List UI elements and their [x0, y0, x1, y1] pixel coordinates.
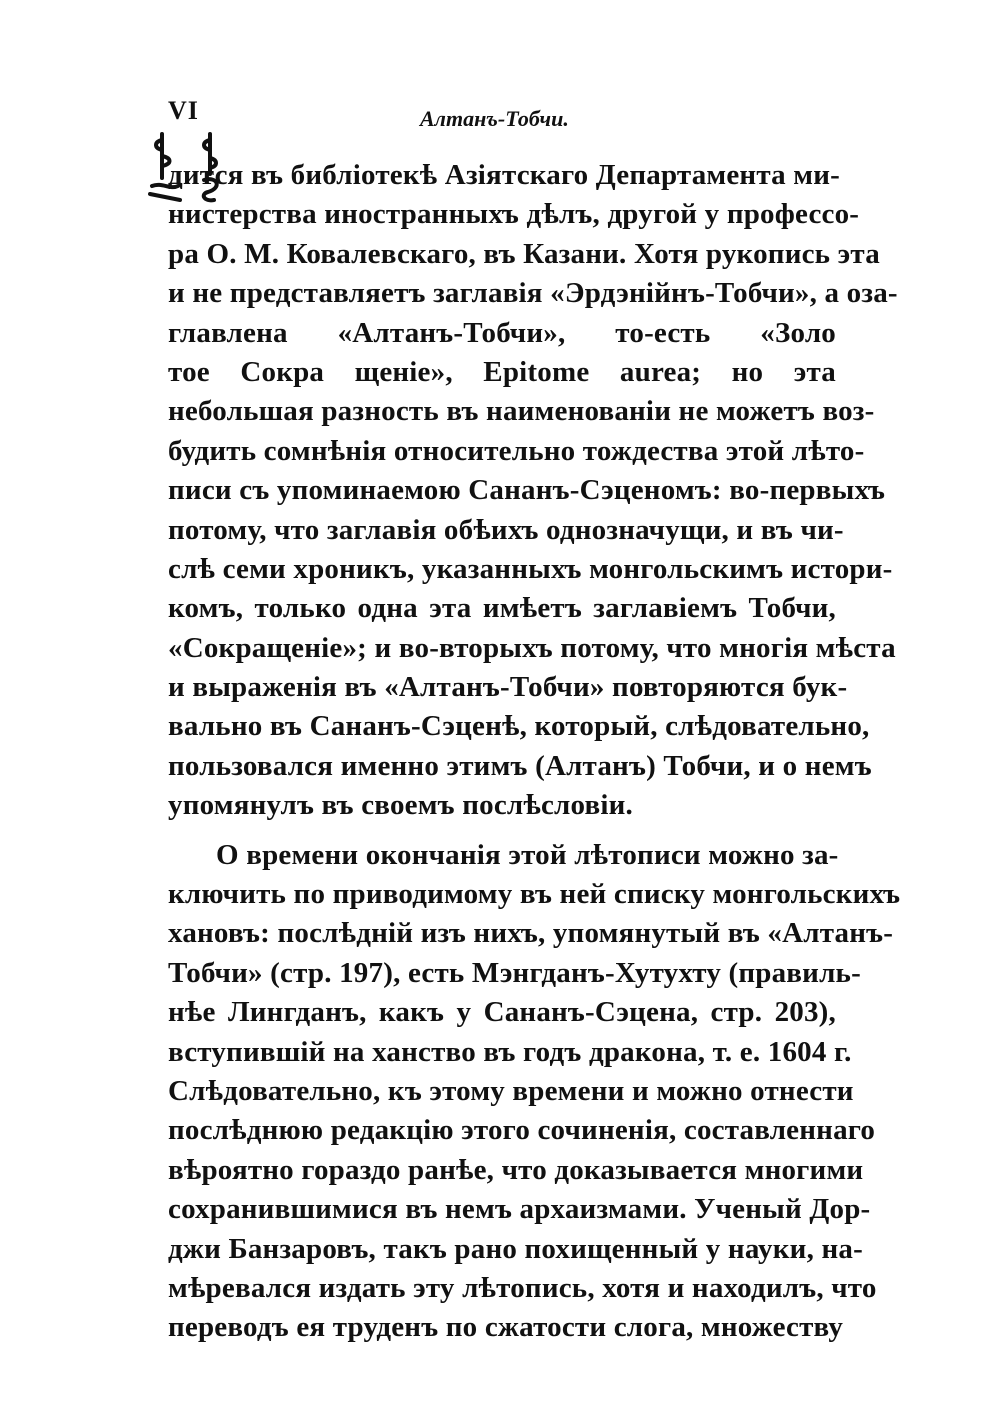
text-line: вѣроятно гораздо ранѣе, что доказывается многими: [168, 1153, 864, 1186]
text-line: нѣе Лингданъ, какъ у Cанaнъ-Сэцена, стр. 203),: [168, 996, 836, 1029]
text-line: пользовался именно этимъ (Алтанъ) Тобчи, и о немъ: [168, 749, 872, 782]
text-line: нистерства иностранныхъ дѣлъ, другой у профессо-: [168, 198, 860, 231]
text-line: упомянулъ въ своемъ послѣсловіи.: [168, 789, 633, 822]
paragraph-2: [168, 836, 901, 1348]
text-line: хановъ: послѣдній изъ нихъ, упомянутый въ «Алтанъ-: [168, 917, 894, 950]
text-line: Слѣдовательно, къ этому времени и можно отнести: [168, 1074, 854, 1107]
text-line: дится въ библіотекѣ Азіятскаго Департамента ми-: [168, 159, 841, 191]
text-line: переводъ ея труденъ по сжатости слога, множеству: [168, 1311, 844, 1344]
text-line: и выраженія въ «Алтанъ-Тобчи» повторяются бук-: [168, 671, 848, 704]
text-line: потому, что заглавія обѣихъ однозначущи, и въ чи-: [168, 513, 844, 546]
text-line: главлена «Алтанъ-Тобчи», то-есть «Золо: [168, 316, 836, 349]
text-line: вально въ Cанaнъ-Сэценѣ, который, слѣдовательно,: [168, 710, 870, 743]
text-line: сохранившимися въ немъ архаизмами. Ученый Дор-: [168, 1193, 871, 1226]
text-line: небольшая разность въ наименованіи не можетъ воз-: [168, 395, 875, 428]
text-line: ключить по приводимому въ ней списку монгольскихъ: [168, 878, 901, 911]
text-line: Тобчи» (стр. 197), есть Мэнгданъ-Хутухту (правиль-: [168, 956, 861, 989]
text-line: будить сомнѣнія относительно тождества этой лѣто-: [168, 434, 865, 467]
text-line: О времени окончанія этой лѣтописи можно за-: [216, 838, 839, 871]
text-line: вступившій на ханство въ годъ дракона, т. е. 1604 г.: [168, 1035, 852, 1068]
text-line: мѣревался издать эту лѣтопись, хотя и находилъ, что: [168, 1271, 877, 1304]
page-number: VI: [168, 96, 199, 125]
text-line: джи Банзаровъ, такъ рано похищенный у науки, на-: [168, 1232, 863, 1265]
text-line: писи съ упоминаемою Cанaнъ-Сэценомъ: во-первыхъ: [168, 474, 886, 507]
text-line: тое Сокра щеніе», Epitome aurea; но эта: [168, 355, 836, 388]
paragraph-1: [168, 156, 898, 826]
text-line: и не представляетъ заглавія «Эрдэнійнъ-Тобчи», а оза-: [168, 277, 898, 310]
text-line: слѣ семи хроникъ, указанныхъ монгольскимъ истори-: [168, 552, 893, 585]
running-title: Алтанъ-Тобчи.: [420, 106, 569, 131]
body-text: [168, 156, 901, 1348]
text-line: послѣднюю редакцію этого сочиненія, составленнаго: [168, 1114, 876, 1147]
text-line: комъ, только одна эта имѣетъ заглавіемъ Тобчи,: [168, 592, 836, 625]
text-line: «Сокращеніе»; и во-вторыхъ потому, что многія мѣста: [168, 631, 896, 664]
text-line: ра О. М. Ковалевскаго, въ Казани. Хотя рукопись эта: [168, 237, 880, 270]
